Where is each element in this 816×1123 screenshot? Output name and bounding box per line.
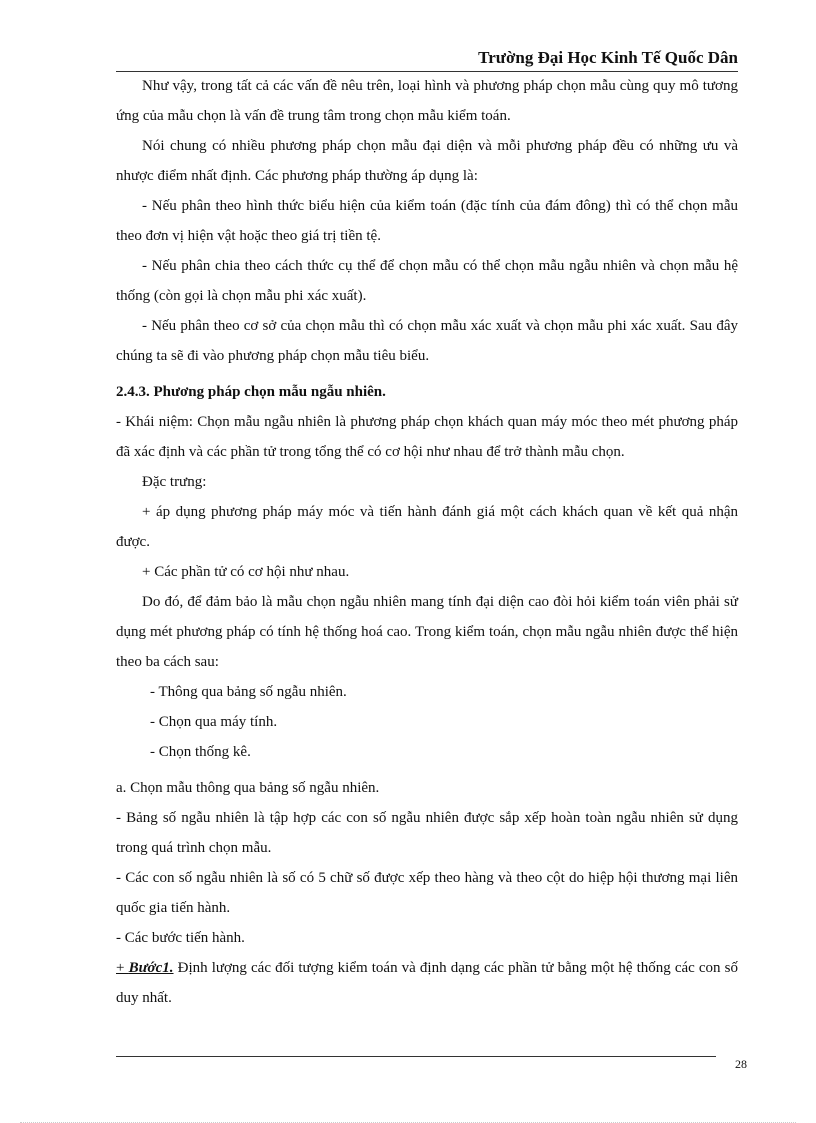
paragraph: - Nếu phân theo hình thức biểu hiện của kiểm toán (đặc tính của đám đông) thì có thể chọn mẫu theo đơn vị hiện vật hoặc theo giá trị tiền tệ. (116, 198, 738, 244)
step-1-label: Bước1. (128, 960, 174, 976)
feature-title: Đặc trưng: (142, 474, 207, 490)
a-item: - Các bước tiến hành. (116, 930, 245, 946)
step-1-text: Định lượng các đối tượng kiểm toán và định dạng các phần tử bằng một hệ thống các con số duy nhất. (116, 960, 738, 1006)
step-1-paragraph (116, 953, 738, 1013)
way-item: - Chọn thống kê. (150, 744, 251, 760)
paragraph: Nói chung có nhiều phương pháp chọn mẫu đại diện và mỗi phương pháp đều có những ưu và nhược điểm nhất định. Các phương pháp thường áp dụng là: (116, 138, 738, 184)
step-1-prefix: + (116, 960, 129, 976)
concept-paragraph: - Khái niệm: Chọn mẫu ngẫu nhiên là phương pháp chọn khách quan máy móc theo mét phương pháp đã xác định và các phần tử trong tổng thể có cơ hội như nhau để trở thành mẫu chọn. (116, 414, 738, 460)
a-item: - Bảng số ngẫu nhiên là tập hợp các con số ngẫu nhiên được sắp xếp hoàn toàn ngẫu nhiên sử dụng trong quá trình chọn mẫu. (116, 810, 738, 856)
feature-item: + Các phần tử có cơ hội như nhau. (142, 564, 350, 580)
way-item: - Chọn qua máy tính. (150, 714, 278, 730)
page-number: 28 (735, 1057, 747, 1071)
subsection-a-title: a. Chọn mẫu thông qua bảng số ngẫu nhiên. (116, 780, 380, 796)
paragraph: Như vậy, trong tất cả các vấn đề nêu trên, loại hình và phương pháp chọn mẫu cùng quy mô tương ứng của mẫu chọn là vấn đề trung tâm trong chọn mẫu kiểm toán. (116, 78, 738, 124)
section-heading: 2.4.3. Phương pháp chọn mẫu ngẫu nhiên. (116, 384, 386, 400)
step-1-marker (116, 960, 174, 976)
page-content (116, 71, 738, 1013)
paragraph: - Nếu phân theo cơ sở của chọn mẫu thì có chọn mẫu xác xuất và chọn mẫu phi xác xuất. Sau đây chúng ta sẽ đi vào phương pháp chọn mẫu tiêu biểu. (116, 318, 738, 364)
footer-divider (116, 1056, 716, 1057)
feature-item: + áp dụng phương pháp máy móc và tiến hành đánh giá một cách khách quan về kết quả nhận được. (116, 504, 738, 550)
page-header: Trường Đại Học Kinh Tế Quốc Dân (116, 48, 738, 72)
way-item: - Thông qua bảng số ngẫu nhiên. (150, 684, 347, 700)
conclusion-paragraph: Do đó, để đảm bảo là mẫu chọn ngẫu nhiên mang tính đại diện cao đòi hỏi kiểm toán viên phải sử dụng mét phương pháp có tính hệ thống hoá cao. Trong kiểm toán, chọn mẫu ngẫu nhiên được thể hiện theo ba cách sau: (116, 594, 738, 670)
paragraph: - Nếu phân chia theo cách thức cụ thể để chọn mẫu có thể chọn mẫu ngẫu nhiên và chọn mẫu hệ thống (còn gọi là chọn mẫu phi xác xuất). (116, 258, 738, 304)
a-item: - Các con số ngẫu nhiên là số có 5 chữ số được xếp theo hàng và theo cột do hiệp hội thương mại liên quốc gia tiến hành. (116, 870, 738, 916)
